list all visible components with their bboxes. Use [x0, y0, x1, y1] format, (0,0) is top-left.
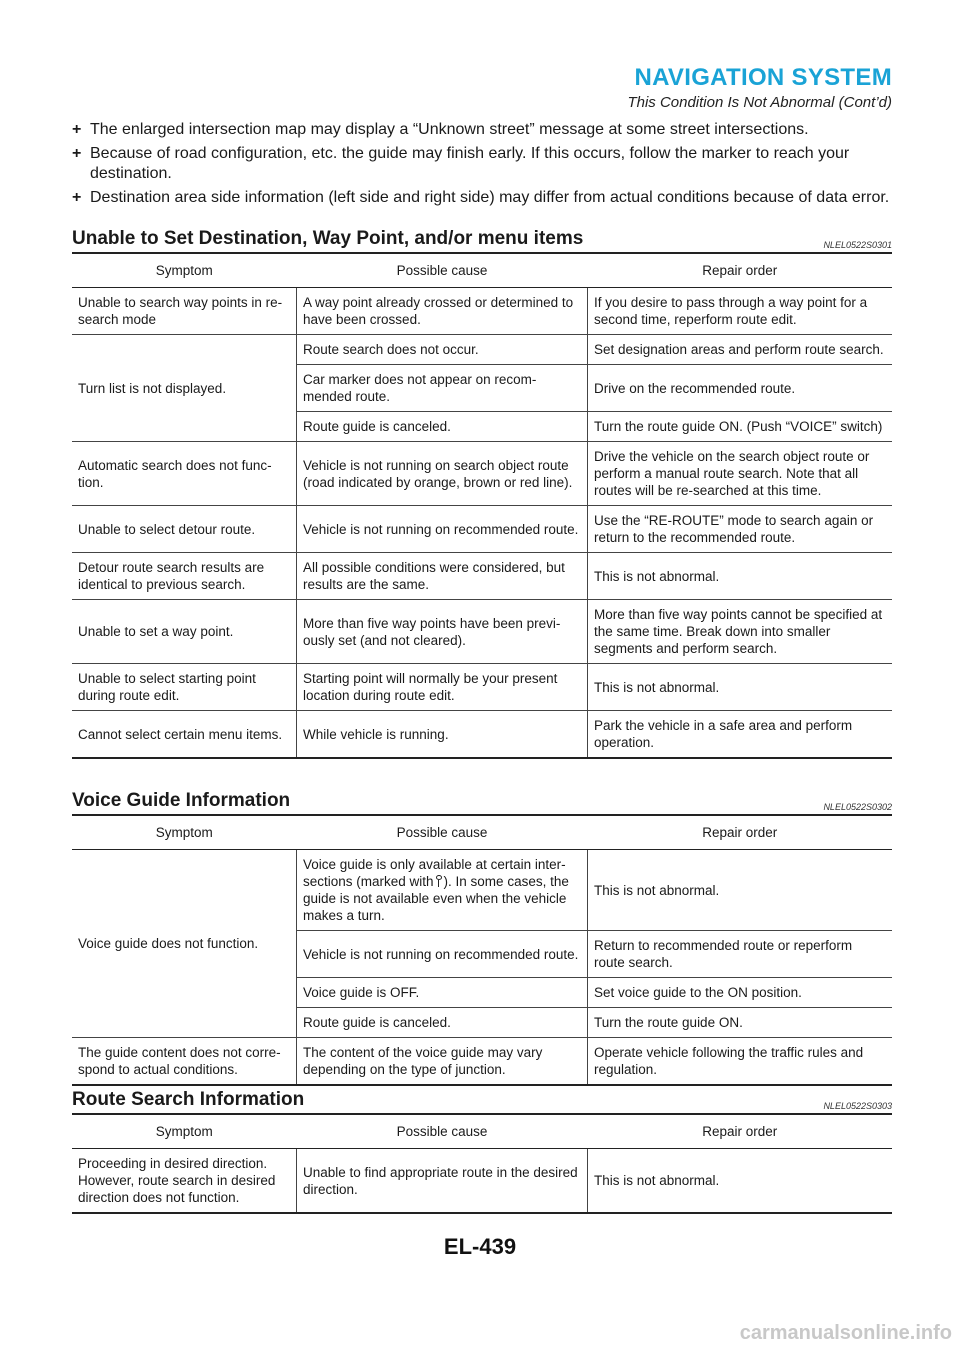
repair-cell: Drive on the recommended route. [588, 365, 893, 412]
symptom-cell: Unable to select starting point during route edit. [72, 664, 297, 711]
section-code: NLEL0522S0302 [823, 802, 892, 812]
cause-cell [297, 850, 588, 931]
cause-cell: All possible conditions were considered, but results are the same. [297, 553, 588, 600]
cause-cell: Route guide is canceled. [297, 412, 588, 442]
table-row [72, 442, 892, 506]
bullet-text: Because of road configuration, etc. the guide may finish early. If this occurs, follow the marker to reach your destination. [90, 144, 850, 182]
cause-cell: Unable to find appropriate route in the desired direction. [297, 1149, 588, 1214]
cause-cell: Voice guide is OFF. [297, 978, 588, 1008]
section-route-search [72, 1089, 892, 1214]
table-row [72, 1038, 892, 1086]
table-row [72, 600, 892, 664]
symptom-cell: Automatic search does not func-tion. [72, 442, 297, 506]
column-header-repair: Repair order [588, 816, 893, 850]
repair-cell: Return to recommended route or reperform route search. [588, 931, 893, 978]
section-title: Unable to Set Destination, Way Point, and/or menu items [72, 228, 584, 249]
page-subtitle: This Condition Is Not Abnormal (Cont’d) [627, 94, 892, 111]
cause-cell: The content of the voice guide may vary depending on the type of junction. [297, 1038, 588, 1086]
table-row [72, 850, 892, 931]
column-header-symptom: Symptom [72, 1115, 297, 1149]
table-header-row [72, 254, 892, 288]
cause-text-a: Voice guide is only available at certain inter-sections (marked with [303, 857, 566, 889]
repair-cell: This is not abnormal. [588, 553, 893, 600]
column-header-repair: Repair order [588, 1115, 893, 1149]
repair-cell: Operate vehicle following the traffic rules and regulation. [588, 1038, 893, 1086]
symptom-cell: The guide content does not corre-spond to actual conditions. [72, 1038, 297, 1086]
repair-cell: If you desire to pass through a way point for a second time, reperform route edit. [588, 288, 893, 335]
table-row [72, 553, 892, 600]
cause-text-b: ). In some cases, the guide is not available even when the vehicle makes a turn. [303, 874, 569, 923]
cause-cell: While vehicle is running. [297, 711, 588, 759]
symptom-cell: Detour route search results are identical to previous search. [72, 553, 297, 600]
repair-cell: This is not abnormal. [588, 1149, 893, 1214]
repair-cell: Set designation areas and perform route search. [588, 335, 893, 365]
repair-cell: More than five way points cannot be specified at the same time. Break down into smaller segments and perform search. [588, 600, 893, 664]
section-title: Voice Guide Information [72, 790, 291, 811]
table-row [72, 506, 892, 553]
section-voice-guide [72, 790, 892, 1086]
column-header-repair: Repair order [588, 254, 893, 288]
table-row [72, 335, 892, 365]
bullet-list [72, 120, 892, 211]
page-title: NAVIGATION SYSTEM [634, 64, 892, 91]
bullet-mark: + [72, 144, 82, 162]
list-item [72, 188, 892, 209]
section-destination [72, 228, 892, 759]
table-header-row [72, 1115, 892, 1149]
cause-cell: Vehicle is not running on search object route (road indicated by orange, brown or red line). [297, 442, 588, 506]
cause-cell: Car marker does not appear on recom-mended route. [297, 365, 588, 412]
table-row [72, 1149, 892, 1214]
symptom-table [72, 254, 892, 759]
symptom-cell: Voice guide does not function. [72, 850, 297, 1038]
list-item [72, 120, 892, 141]
bullet-text: The enlarged intersection map may display a “Unknown street” message at some street intersections. [90, 121, 809, 138]
column-header-cause: Possible cause [297, 1115, 588, 1149]
symptom-cell: Turn list is not displayed. [72, 335, 297, 442]
table-header-row [72, 816, 892, 850]
cause-cell: More than five way points have been previ-ously set (and not cleared). [297, 600, 588, 664]
cause-cell: Vehicle is not running on recommended route. [297, 931, 588, 978]
section-title: Route Search Information [72, 1089, 305, 1110]
table-row [72, 288, 892, 335]
bullet-text: Destination area side information (left side and right side) may differ from actual conditions because of data error. [90, 188, 890, 206]
bullet-mark: + [72, 121, 82, 138]
table-row [72, 664, 892, 711]
symptom-cell: Cannot select certain menu items. [72, 711, 297, 759]
bullet-mark: + [72, 188, 82, 206]
repair-cell: Drive the vehicle on the search object route or perform a manual route search. Note that all routes will be re-searched at this time. [588, 442, 893, 506]
symptom-cell: Proceeding in desired direction. However, route search in desired direction does not function. [72, 1149, 297, 1214]
repair-cell: Turn the route guide ON. [588, 1008, 893, 1038]
repair-cell: Set voice guide to the ON position. [588, 978, 893, 1008]
column-header-cause: Possible cause [297, 254, 588, 288]
column-header-cause: Possible cause [297, 816, 588, 850]
repair-cell: Use the “RE-ROUTE” mode to search again or return to the recommended route. [588, 506, 893, 553]
cause-cell: Starting point will normally be your present location during route edit. [297, 664, 588, 711]
section-heading [72, 228, 892, 254]
page-number: EL-439 [443, 1234, 517, 1259]
table-row [72, 711, 892, 759]
symptom-cell: Unable to set a way point. [72, 600, 297, 664]
list-item [72, 144, 892, 185]
symptom-cell: Unable to select detour route. [72, 506, 297, 553]
cause-cell: Route guide is canceled. [297, 1008, 588, 1038]
repair-cell: This is not abnormal. [588, 664, 893, 711]
repair-cell: Park the vehicle in a safe area and perform operation. [588, 711, 893, 759]
section-heading [72, 1089, 892, 1115]
repair-cell: Turn the route guide ON. (Push “VOICE” switch) [588, 412, 893, 442]
section-code: NLEL0522S0303 [823, 1101, 892, 1111]
page-header [627, 64, 892, 111]
cause-cell: A way point already crossed or determined to have been crossed. [297, 288, 588, 335]
section-heading [72, 790, 892, 816]
cause-cell: Route search does not occur. [297, 335, 588, 365]
guide-point-marker-icon [435, 875, 443, 887]
section-code: NLEL0522S0301 [823, 240, 892, 250]
symptom-table [72, 816, 892, 1086]
repair-cell: This is not abnormal. [588, 850, 893, 931]
symptom-cell: Unable to search way points in re-search mode [72, 288, 297, 335]
column-header-symptom: Symptom [72, 254, 297, 288]
symptom-table [72, 1115, 892, 1214]
column-header-symptom: Symptom [72, 816, 297, 850]
cause-cell: Vehicle is not running on recommended route. [297, 506, 588, 553]
site-watermark: carmanualsonline.info [739, 1322, 952, 1344]
